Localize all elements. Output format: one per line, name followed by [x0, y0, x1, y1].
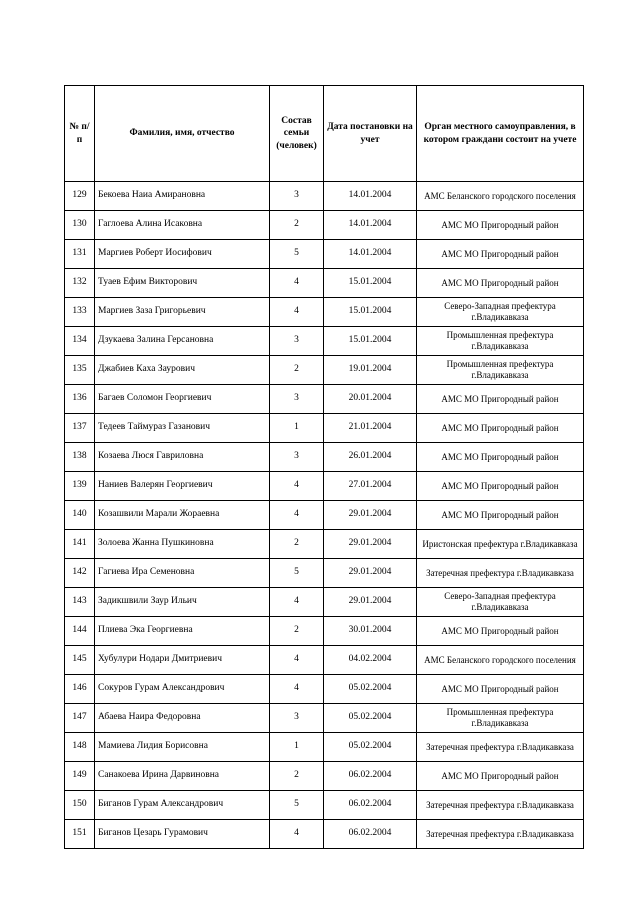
cell-registration-date: 06.02.2004	[324, 791, 417, 820]
cell-number: 146	[65, 675, 95, 704]
table-row	[65, 733, 584, 762]
cell-full-name: Тедеев Таймураз Газанович	[95, 414, 270, 443]
cell-registration-date: 20.01.2004	[324, 385, 417, 414]
cell-family-size: 3	[270, 182, 324, 211]
cell-family-size: 2	[270, 762, 324, 791]
cell-full-name: Гаглоева Алина Исаковна	[95, 211, 270, 240]
cell-full-name: Козашвили Марали Жораевна	[95, 501, 270, 530]
cell-number: 134	[65, 327, 95, 356]
cell-number: 130	[65, 211, 95, 240]
cell-family-size: 4	[270, 472, 324, 501]
table-row	[65, 327, 584, 356]
cell-registration-date: 15.01.2004	[324, 298, 417, 327]
cell-number: 131	[65, 240, 95, 269]
cell-local-authority: АМС МО Пригородный район	[417, 211, 584, 240]
cell-family-size: 3	[270, 327, 324, 356]
cell-family-size: 4	[270, 269, 324, 298]
table-row	[65, 211, 584, 240]
cell-number: 145	[65, 646, 95, 675]
cell-number: 129	[65, 182, 95, 211]
cell-registration-date: 26.01.2004	[324, 443, 417, 472]
table-row	[65, 559, 584, 588]
cell-registration-date: 21.01.2004	[324, 414, 417, 443]
cell-family-size: 5	[270, 791, 324, 820]
cell-family-size: 4	[270, 820, 324, 849]
cell-registration-date: 29.01.2004	[324, 501, 417, 530]
table-row	[65, 530, 584, 559]
cell-local-authority: АМС Беланского городского поселения	[417, 646, 584, 675]
cell-local-authority: АМС Беланского городского поселения	[417, 182, 584, 211]
cell-local-authority: Затеречная префектура г.Владикавказа	[417, 559, 584, 588]
cell-full-name: Гагиева Ира Семеновна	[95, 559, 270, 588]
cell-local-authority: АМС МО Пригородный район	[417, 240, 584, 269]
cell-full-name: Хубулури Нодари Дмитриевич	[95, 646, 270, 675]
cell-full-name: Багаев Соломон Георгиевич	[95, 385, 270, 414]
header-family-size: Состав семьи (человек)	[270, 86, 324, 182]
table-row	[65, 472, 584, 501]
cell-full-name: Бекоева Наиа Амирановна	[95, 182, 270, 211]
cell-full-name: Наниев Валерян Георгиевич	[95, 472, 270, 501]
cell-local-authority: АМС МО Пригородный район	[417, 414, 584, 443]
cell-number: 138	[65, 443, 95, 472]
cell-number: 147	[65, 704, 95, 733]
cell-family-size: 1	[270, 414, 324, 443]
header-full-name: Фамилия, имя, отчество	[95, 86, 270, 182]
cell-registration-date: 06.02.2004	[324, 820, 417, 849]
cell-local-authority: АМС МО Пригородный район	[417, 501, 584, 530]
table-row	[65, 298, 584, 327]
cell-local-authority: Промышленная префектура г.Владикавказа	[417, 356, 584, 385]
cell-full-name: Козаева Люся Гавриловна	[95, 443, 270, 472]
cell-local-authority: Затеречная префектура г.Владикавказа	[417, 820, 584, 849]
cell-full-name: Туаев Ефим Викторович	[95, 269, 270, 298]
cell-family-size: 3	[270, 443, 324, 472]
cell-number: 135	[65, 356, 95, 385]
cell-family-size: 2	[270, 211, 324, 240]
header-number: № п/п	[65, 86, 95, 182]
table-row	[65, 588, 584, 617]
table-row	[65, 269, 584, 298]
cell-full-name: Биганов Цезарь Гурамович	[95, 820, 270, 849]
cell-local-authority: Промышленная префектура г.Владикавказа	[417, 704, 584, 733]
cell-number: 148	[65, 733, 95, 762]
cell-registration-date: 14.01.2004	[324, 182, 417, 211]
cell-local-authority: Северо-Западная префектура г.Владикавказа	[417, 298, 584, 327]
cell-local-authority: АМС МО Пригородный район	[417, 675, 584, 704]
cell-local-authority: Иристонская префектура г.Владикавказа	[417, 530, 584, 559]
cell-full-name: Плиева Эка Георгиевна	[95, 617, 270, 646]
cell-registration-date: 27.01.2004	[324, 472, 417, 501]
cell-family-size: 4	[270, 588, 324, 617]
cell-local-authority: Промышленная префектура г.Владикавказа	[417, 327, 584, 356]
cell-registration-date: 05.02.2004	[324, 704, 417, 733]
cell-local-authority: АМС МО Пригородный район	[417, 762, 584, 791]
cell-registration-date: 05.02.2004	[324, 675, 417, 704]
cell-registration-date: 19.01.2004	[324, 356, 417, 385]
cell-full-name: Абаева Наира Федоровна	[95, 704, 270, 733]
table-row	[65, 791, 584, 820]
cell-number: 144	[65, 617, 95, 646]
table-row	[65, 762, 584, 791]
header-row	[65, 86, 584, 182]
table-row	[65, 646, 584, 675]
cell-family-size: 4	[270, 298, 324, 327]
table-row	[65, 820, 584, 849]
cell-number: 142	[65, 559, 95, 588]
cell-family-size: 2	[270, 356, 324, 385]
header-registration-date: Дата постановки на учет	[324, 86, 417, 182]
cell-registration-date: 29.01.2004	[324, 559, 417, 588]
cell-family-size: 2	[270, 530, 324, 559]
cell-registration-date: 29.01.2004	[324, 530, 417, 559]
cell-registration-date: 14.01.2004	[324, 211, 417, 240]
table-row	[65, 443, 584, 472]
table-row	[65, 385, 584, 414]
cell-full-name: Дзукаева Залина Герсановна	[95, 327, 270, 356]
cell-full-name: Джабиев Каха Заурович	[95, 356, 270, 385]
table-row	[65, 675, 584, 704]
table-row	[65, 501, 584, 530]
cell-registration-date: 04.02.2004	[324, 646, 417, 675]
cell-local-authority: Северо-Западная префектура г.Владикавказа	[417, 588, 584, 617]
cell-family-size: 1	[270, 733, 324, 762]
cell-full-name: Биганов Гурам Александрович	[95, 791, 270, 820]
table-header	[65, 86, 584, 182]
cell-full-name: Маргиев Заза Григорьевич	[95, 298, 270, 327]
cell-local-authority: АМС МО Пригородный район	[417, 472, 584, 501]
cell-local-authority: АМС МО Пригородный район	[417, 385, 584, 414]
table-body	[65, 182, 584, 849]
cell-number: 139	[65, 472, 95, 501]
cell-registration-date: 15.01.2004	[324, 269, 417, 298]
cell-number: 132	[65, 269, 95, 298]
cell-family-size: 5	[270, 240, 324, 269]
cell-local-authority: АМС МО Пригородный район	[417, 443, 584, 472]
cell-full-name: Сокуров Гурам Александрович	[95, 675, 270, 704]
cell-family-size: 4	[270, 646, 324, 675]
cell-full-name: Санакоева Ирина Дарвиновна	[95, 762, 270, 791]
cell-family-size: 2	[270, 617, 324, 646]
registry-table	[64, 85, 584, 849]
cell-full-name: Маргиев Роберт Иосифович	[95, 240, 270, 269]
cell-number: 140	[65, 501, 95, 530]
cell-family-size: 4	[270, 675, 324, 704]
cell-number: 150	[65, 791, 95, 820]
cell-registration-date: 05.02.2004	[324, 733, 417, 762]
table-row	[65, 617, 584, 646]
cell-number: 143	[65, 588, 95, 617]
cell-number: 137	[65, 414, 95, 443]
table-row	[65, 182, 584, 211]
cell-number: 151	[65, 820, 95, 849]
cell-registration-date: 15.01.2004	[324, 327, 417, 356]
cell-registration-date: 30.01.2004	[324, 617, 417, 646]
cell-local-authority: Затеречная префектура г.Владикавказа	[417, 791, 584, 820]
cell-full-name: Золоева Жанна Пушкиновна	[95, 530, 270, 559]
cell-registration-date: 14.01.2004	[324, 240, 417, 269]
header-local-authority: Орган местного самоуправления, в котором граждани состоит на учете	[417, 86, 584, 182]
cell-number: 141	[65, 530, 95, 559]
cell-number: 136	[65, 385, 95, 414]
cell-local-authority: АМС МО Пригородный район	[417, 617, 584, 646]
cell-family-size: 5	[270, 559, 324, 588]
table-row	[65, 240, 584, 269]
cell-local-authority: Затеречная префектура г.Владикавказа	[417, 733, 584, 762]
table-row	[65, 704, 584, 733]
cell-registration-date: 29.01.2004	[324, 588, 417, 617]
cell-family-size: 4	[270, 501, 324, 530]
cell-full-name: Мамиева Лидия Борисовна	[95, 733, 270, 762]
cell-registration-date: 06.02.2004	[324, 762, 417, 791]
cell-local-authority: АМС МО Пригородный район	[417, 269, 584, 298]
cell-full-name: Задикшвили Заур Ильич	[95, 588, 270, 617]
cell-number: 149	[65, 762, 95, 791]
cell-family-size: 3	[270, 704, 324, 733]
table-row	[65, 414, 584, 443]
table-row	[65, 356, 584, 385]
cell-number: 133	[65, 298, 95, 327]
cell-family-size: 3	[270, 385, 324, 414]
